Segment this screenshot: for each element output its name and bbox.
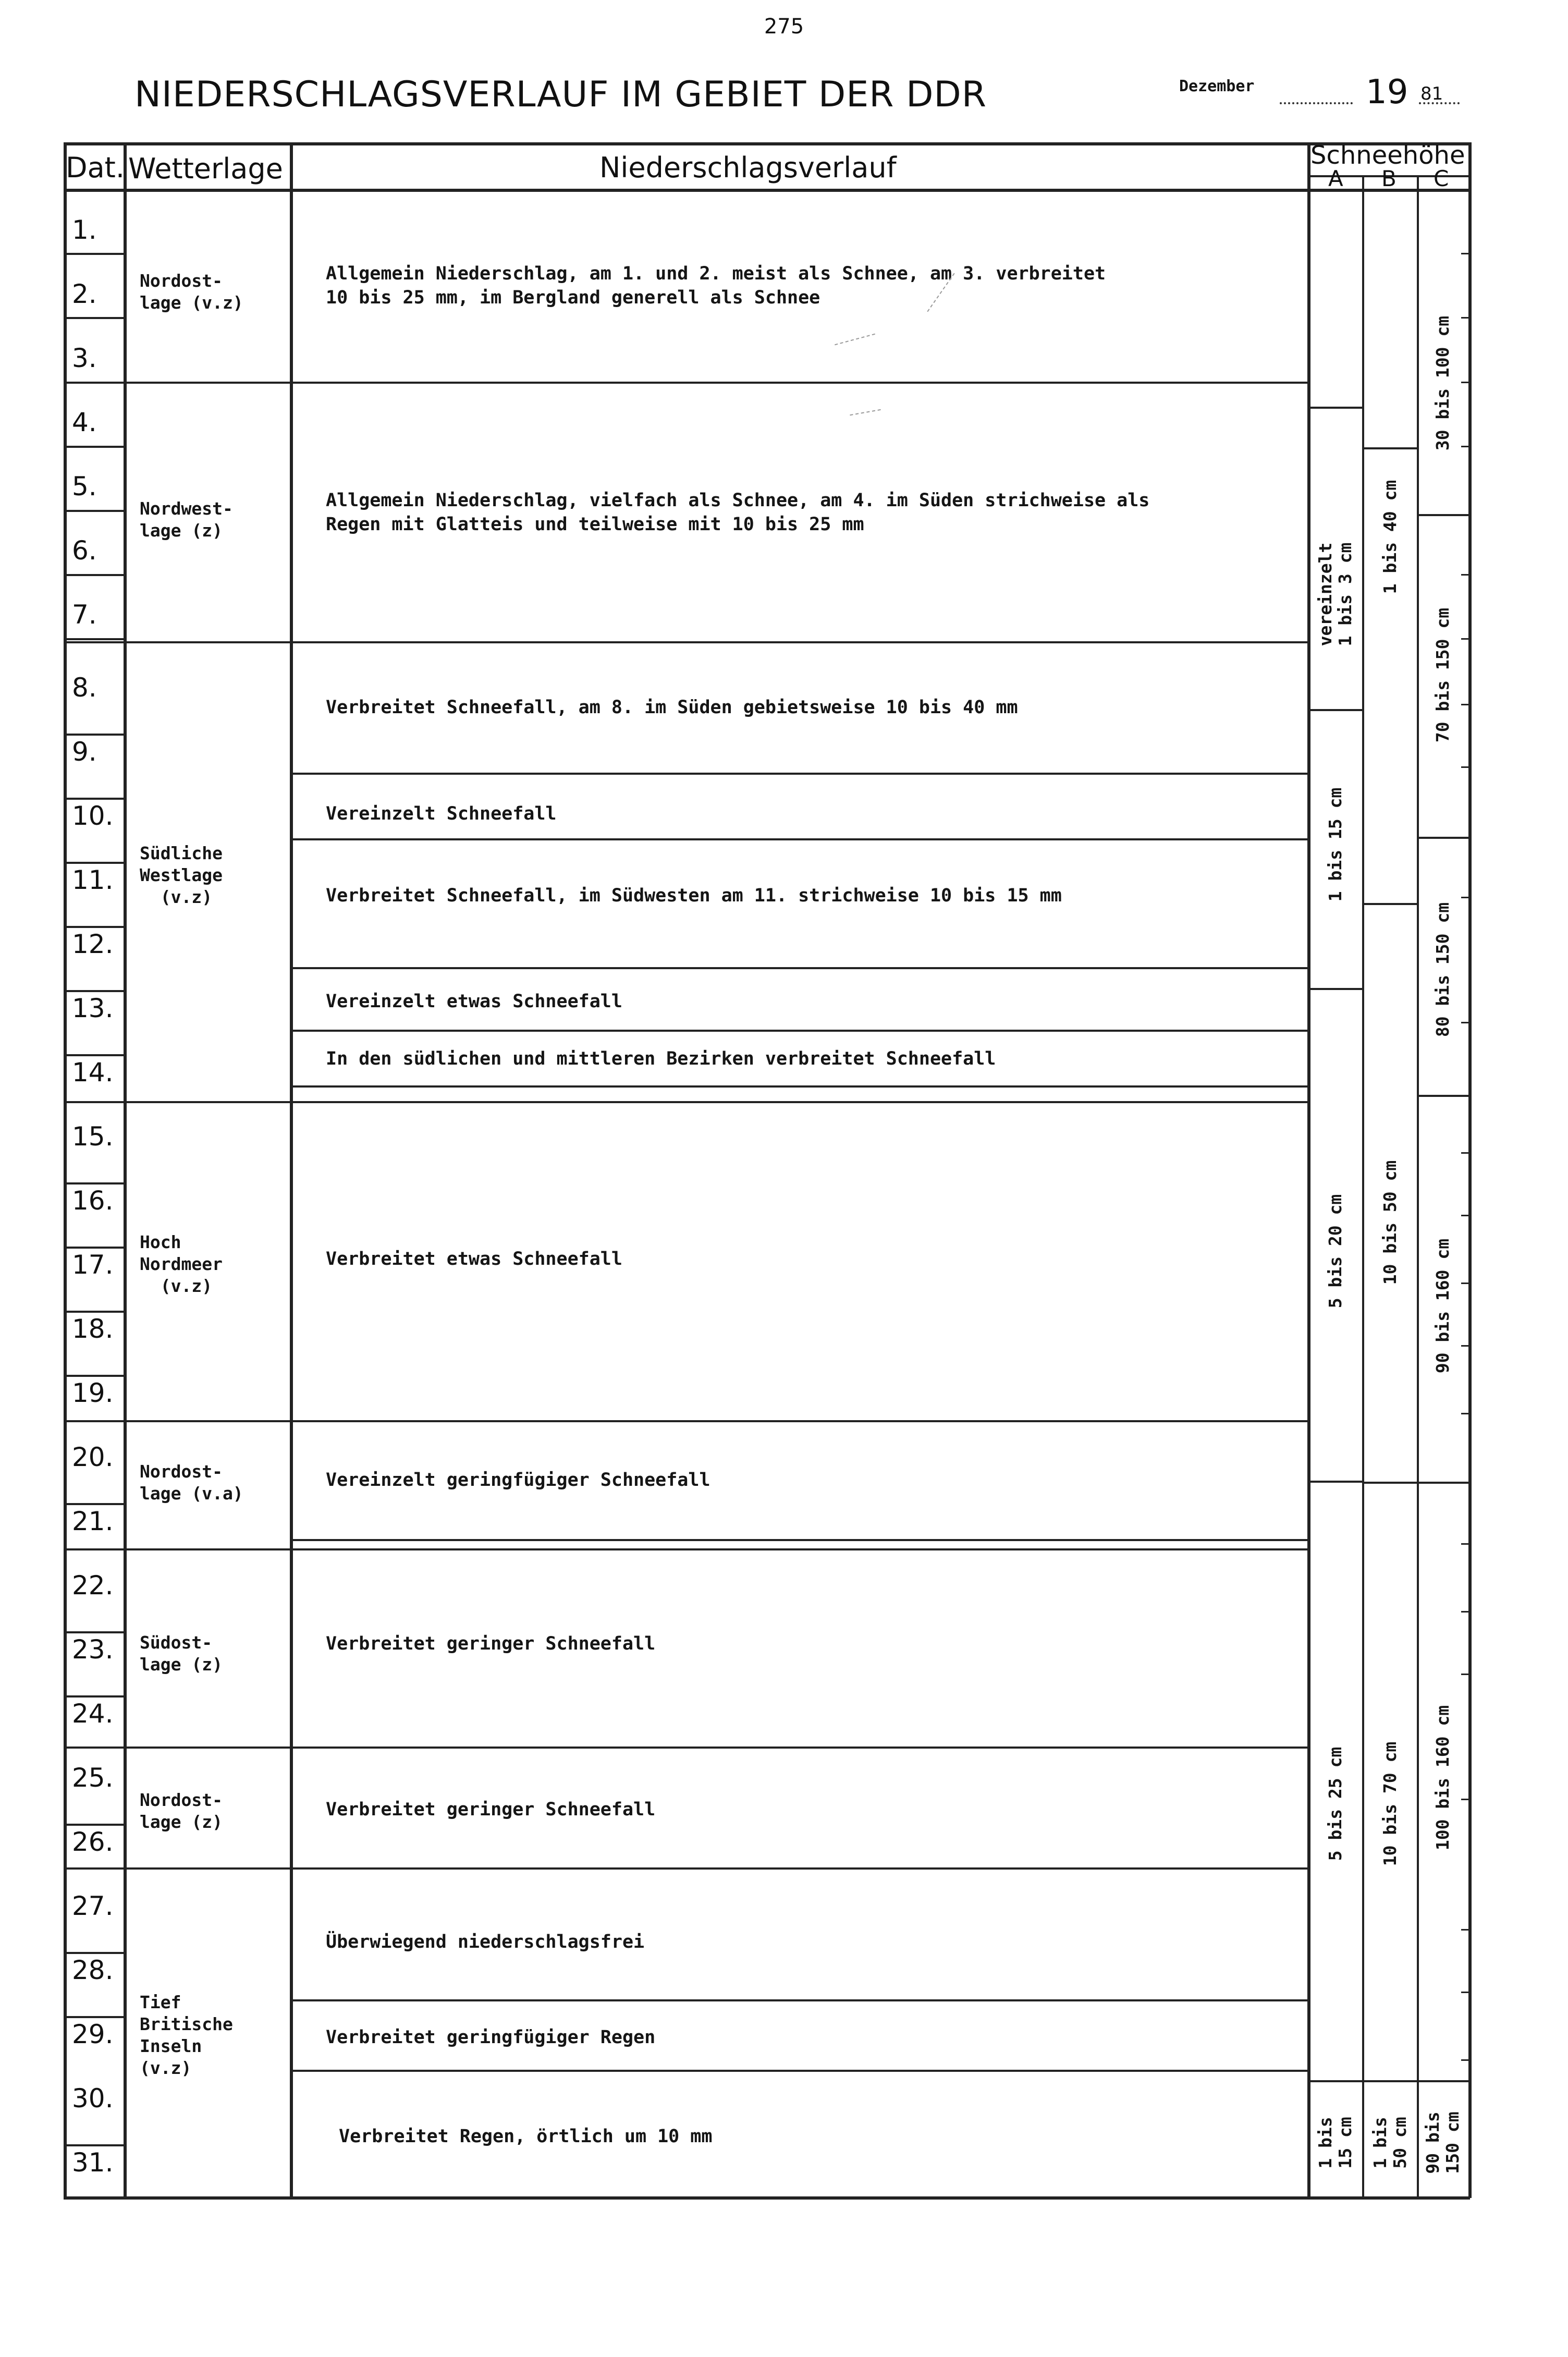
schneehoehe-a-b-border <box>1362 176 1364 2198</box>
header-bottom-border <box>64 189 1470 192</box>
table-bottom-border <box>64 2196 1470 2200</box>
date-label: 21. <box>72 1506 114 1536</box>
day-tick <box>1461 1413 1469 1414</box>
wetterlage-label: Nordwest- lage (z) <box>140 498 233 541</box>
niederschlag-text: In den südlichen und mittleren Bezirken verbreitet Schneefall <box>326 1048 996 1069</box>
niederschlag-text: Verbreitet Regen, örtlich um 10 mm <box>339 2126 713 2147</box>
verlauf-separator <box>290 1539 1309 1541</box>
date-row-line <box>64 734 125 736</box>
date-label: 19. <box>72 1378 114 1408</box>
year-value: 81 <box>1420 83 1443 104</box>
date-row-line <box>64 1247 125 1249</box>
day-tick <box>1461 1929 1469 1931</box>
schneehoehe-a-value: 5 bis 25 cm <box>1325 1747 1345 1861</box>
day-tick <box>1461 704 1469 705</box>
date-label: 8. <box>72 673 97 703</box>
day-tick <box>1461 1283 1469 1284</box>
wetterlage-label: Hoch Nordmeer (v.z) <box>140 1232 223 1296</box>
niederschlag-column-border <box>1307 142 1310 2198</box>
day-tick <box>1461 1215 1469 1216</box>
date-label: 22. <box>72 1570 114 1601</box>
schneehoehe-c-value: 90 bis 160 cm <box>1432 1238 1453 1374</box>
date-label: 16. <box>72 1186 114 1216</box>
niederschlag-text: Allgemein Niederschlag, vielfach als Schnee, am 4. im Süden strichweise als Regen mit Glatteis und teilweise mit 10 bis 25 mm <box>326 490 1150 535</box>
niederschlag-text: Allgemein Niederschlag, am 1. und 2. meist als Schnee, am 3. verbreitet 10 bis 25 mm, im Bergland generell als Schnee <box>326 263 1106 308</box>
date-label: 10. <box>72 801 114 831</box>
date-row-line <box>64 990 125 992</box>
page-number: 275 <box>764 15 804 39</box>
schneehoehe-b-separator <box>1362 903 1418 905</box>
schneehoehe-c-separator <box>1417 1095 1470 1097</box>
verlauf-separator <box>290 1030 1309 1032</box>
header-niederschlagsverlauf: Niederschlagsverlauf <box>599 151 897 184</box>
wetterlage-label: Nordost- lage (v.a) <box>140 1461 243 1504</box>
header-col-b: B <box>1381 166 1396 191</box>
schneehoehe-b-separator <box>1362 1482 1418 1484</box>
date-label: 9. <box>72 737 97 767</box>
day-tick <box>1461 1611 1469 1613</box>
table-left-border <box>64 142 67 2198</box>
day-tick <box>1461 2059 1469 2061</box>
date-label: 14. <box>72 1057 114 1088</box>
date-row-line <box>64 1824 125 1826</box>
verlauf-separator <box>290 1085 1309 1088</box>
schneehoehe-a-separator <box>1307 1481 1364 1483</box>
niederschlag-text: Verbreitet geringfügiger Regen <box>326 2027 656 2048</box>
schneehoehe-a-value: vereinzelt 1 bis 3 cm <box>1315 542 1355 646</box>
schneehoehe-a-separator <box>1307 709 1364 711</box>
schneehoehe-b-separator <box>1362 2080 1418 2082</box>
schneehoehe-c-value: 80 bis 150 cm <box>1432 902 1453 1037</box>
day-tick <box>1461 1674 1469 1675</box>
group-separator <box>64 1420 1309 1422</box>
table-right-border <box>1468 142 1472 2198</box>
date-label: 6. <box>72 535 97 566</box>
date-label: 15. <box>72 1121 114 1152</box>
niederschlag-text: Verbreitet etwas Schneefall <box>326 1249 622 1269</box>
niederschlag-text: Vereinzelt geringfügiger Schneefall <box>326 1470 710 1491</box>
date-row-line <box>64 1054 125 1056</box>
schneehoehe-b-c-border <box>1417 176 1419 2198</box>
verlauf-separator <box>290 967 1309 969</box>
date-label: 2. <box>72 279 97 309</box>
day-tick <box>1461 446 1469 447</box>
schneehoehe-a-value: 1 bis 15 cm <box>1315 2117 1355 2169</box>
date-label: 17. <box>72 1250 114 1280</box>
schneehoehe-c-value: 90 bis 150 cm <box>1423 2111 1463 2174</box>
header-dat: Dat. <box>66 151 125 184</box>
month-dotted-line <box>1280 102 1353 104</box>
date-label: 23. <box>72 1634 114 1665</box>
day-tick <box>1461 574 1469 576</box>
date-label: 4. <box>72 407 97 437</box>
niederschlag-text: Verbreitet Schneefall, am 8. im Süden gebietsweise 10 bis 40 mm <box>326 697 1018 718</box>
schneehoehe-a-separator <box>1307 2080 1364 2082</box>
date-label: 28. <box>72 1955 114 1985</box>
schneehoehe-a-value: 1 bis 15 cm <box>1325 787 1345 902</box>
date-label: 13. <box>72 993 114 1023</box>
day-tick <box>1461 1022 1469 1023</box>
date-row-line <box>64 1311 125 1313</box>
schneehoehe-b-separator <box>1362 447 1418 449</box>
day-tick <box>1461 638 1469 640</box>
niederschlag-text: Überwiegend niederschlagsfrei <box>326 1932 645 1952</box>
schneehoehe-c-separator <box>1417 837 1470 839</box>
niederschlag-text: Verbreitet Schneefall, im Südwesten am 11. strichweise 10 bis 15 mm <box>326 885 1062 906</box>
date-label: 26. <box>72 1827 114 1857</box>
date-row-line <box>64 1182 125 1184</box>
date-column-border <box>124 142 127 2198</box>
wetterlage-label: Tief Britische Inseln (v.z) <box>140 1992 233 2078</box>
group-separator <box>64 1101 1309 1103</box>
day-tick <box>1461 1543 1469 1545</box>
schneehoehe-b-value: 10 bis 50 cm <box>1380 1160 1400 1285</box>
date-label: 25. <box>72 1763 114 1793</box>
header-wetterlage: Wetterlage <box>128 152 283 185</box>
day-tick <box>1461 1152 1469 1154</box>
verlauf-separator <box>290 1999 1309 2001</box>
day-tick <box>1461 897 1469 898</box>
niederschlag-text: Vereinzelt Schneefall <box>326 803 557 824</box>
date-label: 30. <box>72 2083 114 2114</box>
wetterlage-label: Nordost- lage (z) <box>140 1790 223 1832</box>
niederschlag-text: Verbreitet geringer Schneefall <box>326 1799 656 1820</box>
niederschlag-text: Verbreitet geringer Schneefall <box>326 1633 656 1654</box>
date-row-line <box>64 1375 125 1377</box>
group-separator <box>64 1747 1309 1749</box>
schneehoehe-b-value: 1 bis 40 cm <box>1380 480 1400 594</box>
date-label: 27. <box>72 1891 114 1921</box>
date-label: 11. <box>72 865 114 895</box>
date-label: 24. <box>72 1699 114 1729</box>
date-label: 3. <box>72 343 97 373</box>
date-row-line <box>64 926 125 928</box>
day-tick <box>1461 766 1469 768</box>
date-row-line <box>64 317 125 319</box>
date-row-line <box>64 1631 125 1633</box>
date-row-line <box>64 253 125 255</box>
year-dotted-line <box>1419 102 1460 104</box>
wetterlage-column-border <box>290 142 293 2198</box>
schneehoehe-a-value: 5 bis 20 cm <box>1325 1194 1345 1309</box>
date-row-line <box>64 574 125 576</box>
date-row-line <box>64 2016 125 2018</box>
pencil-mark <box>835 334 875 346</box>
month-label: Dezember <box>1179 77 1255 95</box>
verlauf-separator <box>290 773 1309 775</box>
date-label: 7. <box>72 600 97 630</box>
schneehoehe-b-value: 1 bis 50 cm <box>1370 2117 1410 2169</box>
day-tick <box>1461 253 1469 254</box>
date-row-line <box>64 1503 125 1505</box>
date-label: 31. <box>72 2147 114 2178</box>
page-title: NIEDERSCHLAGSVERLAUF IM GEBIET DER DDR <box>134 74 987 115</box>
date-label: 29. <box>72 2019 114 2049</box>
pencil-mark <box>850 409 880 416</box>
date-label: 5. <box>72 471 97 502</box>
header-schneehoehe: Schneehöhe <box>1310 141 1465 170</box>
date-row-line <box>64 798 125 800</box>
verlauf-separator <box>290 2070 1309 2072</box>
day-tick <box>1461 317 1469 319</box>
date-label: 18. <box>72 1314 114 1344</box>
schneehoehe-b-value: 10 bis 70 cm <box>1380 1741 1400 1866</box>
schneehoehe-c-value: 100 bis 160 cm <box>1432 1705 1453 1851</box>
group-separator <box>64 1548 1309 1550</box>
schneehoehe-c-value: 30 bis 100 cm <box>1432 315 1453 451</box>
niederschlag-text: Vereinzelt etwas Schneefall <box>326 991 622 1012</box>
schneehoehe-c-separator <box>1417 1482 1470 1484</box>
schneehoehe-a-separator <box>1307 988 1364 990</box>
group-separator <box>64 382 1309 384</box>
date-row-line <box>64 510 125 512</box>
date-row-line <box>64 2144 125 2146</box>
day-tick <box>1461 1799 1469 1800</box>
wetterlage-label: Südost- lage (z) <box>140 1632 223 1675</box>
wetterlage-label: Nordost- lage (v.z) <box>140 271 243 313</box>
date-label: 1. <box>72 215 97 245</box>
day-tick <box>1461 1992 1469 1993</box>
year-prefix: 19 <box>1366 73 1408 112</box>
date-row-line <box>64 1695 125 1697</box>
schneehoehe-c-value: 70 bis 150 cm <box>1432 607 1453 743</box>
date-row-line <box>64 638 125 640</box>
group-separator <box>64 641 1309 643</box>
day-tick <box>1461 1345 1469 1347</box>
date-row-line <box>64 862 125 864</box>
header-col-c: C <box>1434 166 1449 191</box>
day-tick <box>1461 382 1469 383</box>
table-top-border <box>64 142 1470 145</box>
wetterlage-label: Südliche Westlage (v.z) <box>140 843 223 907</box>
schneehoehe-c-separator <box>1417 2080 1470 2082</box>
group-separator <box>64 1867 1309 1870</box>
verlauf-separator <box>290 838 1309 840</box>
schneehoehe-c-separator <box>1417 514 1470 516</box>
schneehoehe-a-separator <box>1307 407 1364 409</box>
date-label: 20. <box>72 1442 114 1472</box>
date-row-line <box>64 446 125 448</box>
header-col-a: A <box>1328 166 1343 191</box>
date-label: 12. <box>72 929 114 959</box>
date-row-line <box>64 1952 125 1954</box>
